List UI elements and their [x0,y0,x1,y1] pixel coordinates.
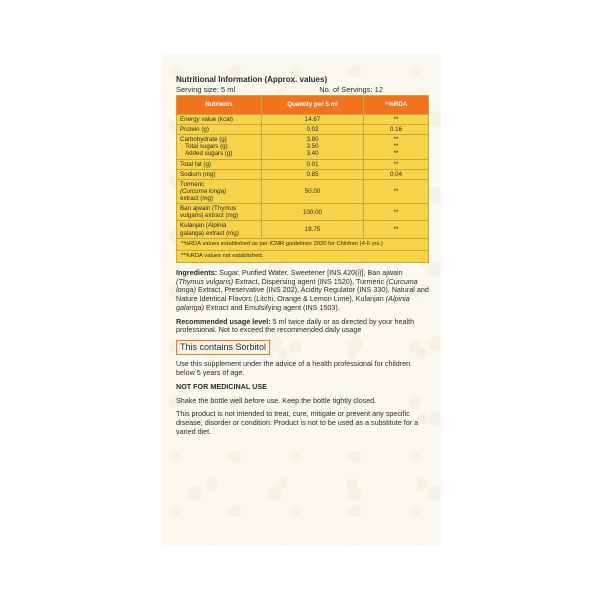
turmeric-unit: extract (mg) [180,195,214,203]
label-content [176,75,429,442]
rda-footnote: ^%RDA values established as per ICMR guidelines 2020 for Children (4-6 yrs.) [176,239,429,251]
not-medicinal-notice: NOT FOR MEDICINAL USE [176,381,267,391]
header-quantity: Quantity per 5 ml [262,95,364,114]
ingredients-part: Extract, Dispersing agent (INS 1520), Turmeric [233,276,387,286]
nutrition-title: Nutritional Information (Approx. values) [176,75,328,84]
nutrient-rda: ** [364,179,429,203]
nutrient-rda: 0.04 [364,169,429,179]
nutrient-qty: 50.00 [262,179,364,203]
ingredients-latin: (Thymus vulgaris) [176,276,234,286]
usage-label: Recommended usage level: [176,316,271,326]
nutrient-rda: ** [364,221,429,238]
nutrient-name [177,204,262,221]
shake-text: Shake the bottle well before use. Keep the bottle tightly closed. [176,395,377,405]
nutrient-name [177,135,262,159]
nutrient-name: Sodium (mg) [177,169,262,179]
nutrient-qty: 0.85 [262,169,364,179]
ingredients-text [176,269,429,313]
nutrient-qty [262,135,364,159]
nutrient-rda: ** [364,159,429,169]
table-row [177,159,429,169]
header-rda: ^%RDA [364,95,429,114]
table-row [177,179,429,203]
nutrient-name [177,179,262,203]
usage-text [176,318,429,336]
turmeric-latin: (Curcuma longa) [180,187,227,195]
nutrient-rda: ** [364,114,429,124]
nutrient-name: Protein (g) [177,125,262,135]
table-row [177,135,429,159]
table-row [177,114,429,124]
serving-line [176,85,429,94]
sugars-qty: 3.50 [306,143,319,151]
nutrient-name: Energy value (kcal) [177,114,262,124]
servings-count: No. of Servings: 12 [319,84,383,94]
ingredients-latin: (Alpinia galanga) [176,294,410,312]
label-panel [163,55,440,545]
carb-label: Carbohydrate (g) [180,136,227,144]
disclaimer-text: This product is not intended to treat, cure, mitigate or prevent any specific disease, disorder or condition. Product is not to be used as a substitute for a varied diet. [176,409,419,436]
added-sugars-rda: ** [393,150,399,158]
table-row [177,169,429,179]
nutrient-rda: ** [364,204,429,221]
carb-rda: ** [393,136,399,144]
ajwain-label: Ban ajwain (Thymus [180,205,237,213]
nutrient-qty: 18.75 [262,221,364,238]
rda-na-footnote: **%RDA values not established. [176,251,429,263]
ingredients-label: Ingredients: [176,267,218,277]
table-header-row [177,95,429,114]
nutrient-qty: 0.01 [262,159,364,169]
added-sugars-qty: 3.40 [306,150,319,158]
usage-body: 5 ml twice daily or as directed by your health professional. Not to exceed the recommended daily usage [176,316,415,335]
table-row [177,221,429,238]
ingredients-part: Sugar, Purified Water, Sweetener [INS 420(i)], Ban ajwain [217,267,403,277]
nutrient-name: Total fat (g) [177,159,262,169]
nutrient-name [177,221,262,238]
table-row [177,125,429,135]
advice-text: Use this supplement under the advice of a health professional for children below 5 years of age. [176,359,411,377]
kulanjan-unit: galanga) extract (mg) [180,229,239,237]
table-row [177,204,429,221]
ingredients-part: Extract, Preservative (INS 202), Acidity Regulator (INS 330), Natural and Nature Identical Flavors (Litchi, Orange & Lemon Lime), Kulanjan [176,285,429,304]
nutrition-table [176,95,429,239]
added-sugars-label: Added sugars (g) [185,150,233,158]
ingredients-part: Extract and Emulsifying agent (INS 1503). [203,302,340,312]
sorbitol-notice: This contains Sorbitol [176,340,270,355]
sugars-rda: ** [393,143,399,151]
ingredients-latin: (Curcuma longa) [176,276,418,295]
nutrient-qty: 100.00 [262,204,364,221]
nutrient-qty: 14.67 [262,114,364,124]
carb-qty: 3.80 [306,136,319,144]
nutrient-qty: 0.02 [262,125,364,135]
nutrient-rda [364,135,429,159]
header-nutrients: Nutrients [177,95,262,114]
turmeric-label: Turmeric [180,180,205,188]
serving-size: Serving size: 5 ml [176,84,236,94]
kulanjan-label: Kulanjan (Alpinia [180,222,227,230]
ajwain-unit: vulgaris) extract (mg) [180,212,239,220]
sugars-label: Total sugars (g) [185,143,228,151]
nutrient-rda: 0.16 [364,125,429,135]
